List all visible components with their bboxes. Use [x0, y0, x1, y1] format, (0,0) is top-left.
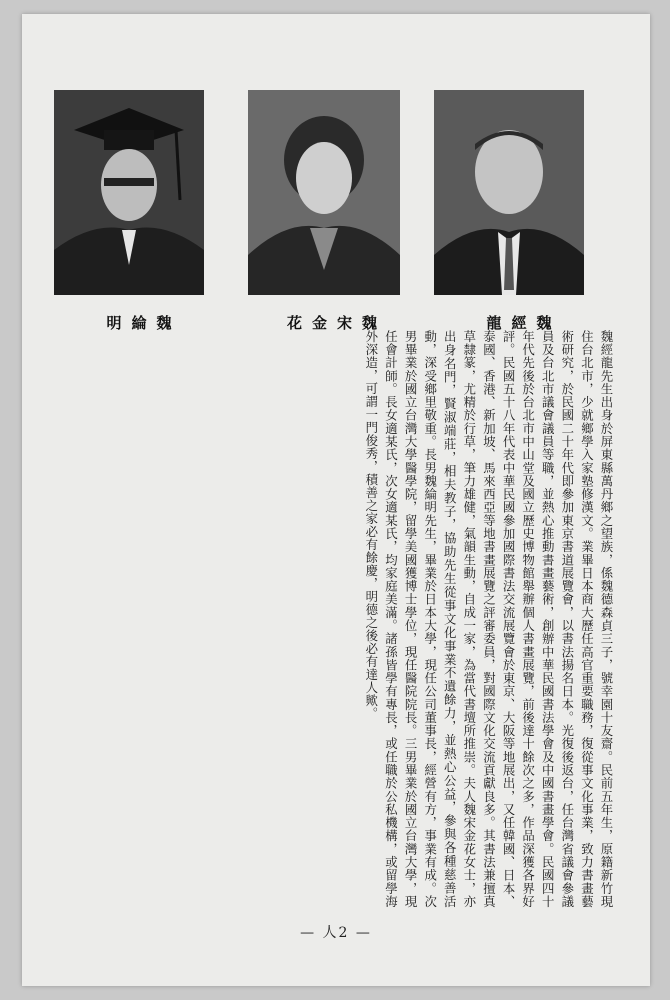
portrait-man-icon	[434, 90, 584, 295]
portrait-graduate-icon	[54, 90, 204, 295]
biography-text: 魏經龍先生出身於屏東縣萬丹鄉之望族，係魏德森貞三子，號幸園十友齋。民前五年生，原籍新竹現住台北市，少就鄉學入家塾修漢文。業畢日本商大歷任高官重要職務，復從事文化事業，致力書畫藝術研究，於民國二十年代即參加東京書道展覽會，以書法揚名日本。光復後返台，任台灣省議會參議員及台北市議會議員等職，並熱心推動書畫藝術，創辦中華民國書法學會及中國書畫學會。民國四十年代先後於台北市中山堂及國立歷史博物館舉辦個人書畫展覽，前後達十餘次之多，作品深獲各界好評。民國五十八年代表中華民國參加國際書法交流展覽會於東京、大阪等地展出，又任韓國、日本、泰國、香港、新加坡、馬來西亞等地書畫展覽之評審委員，對國際文化交流貢獻良多。其書法兼擅真草隸篆，尤精於行草，筆力雄健，氣韻生動，自成一家，為當代書壇所推崇。夫人魏宋金花女士，亦出身名門，賢淑端莊，相夫教子，協助先生從事文化事業不遺餘力，並熱心公益，參與各種慈善活動，深受鄉里敬重。長男魏綸明先生，畢業於日本大學，現任公司董事長，經營有方，事業有成。次男畢業於國立台灣大學醫學院，留學美國獲博士學位，現任醫院院長。三男畢業於國立台灣大學，現任會計師。長女適某氏，次女適某氏，均家庭美滿。諸孫皆學有專長，或任職於公私機構，或留學海外深造，可謂一門俊秀，積善之家必有餘慶，明德之後必有達人歟。	[363, 330, 614, 908]
caption-middle: 花金宋魏	[286, 314, 387, 332]
portrait-photo-right	[434, 90, 584, 295]
caption-right: 龍經魏	[486, 314, 562, 332]
portrait-photo-middle	[248, 90, 400, 295]
caption-left: 明綸魏	[106, 314, 182, 332]
portrait-photo-left	[54, 90, 204, 295]
portrait-woman-icon	[248, 90, 400, 295]
page-number: — 人2 —	[300, 925, 372, 941]
document-page	[22, 14, 650, 986]
